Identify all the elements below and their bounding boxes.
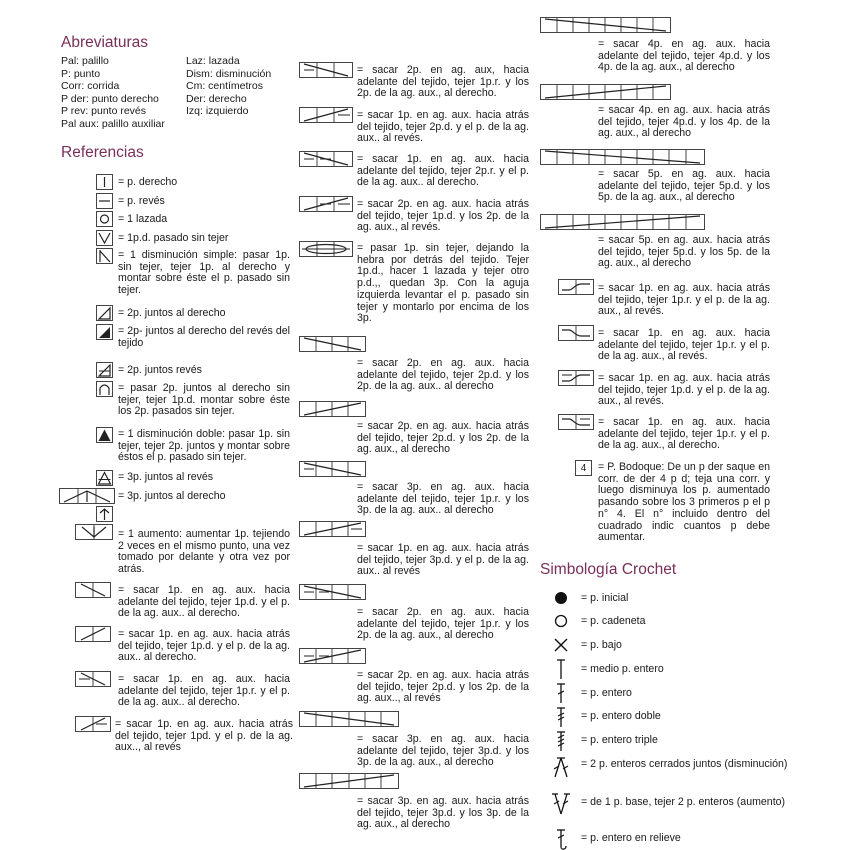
ref-text: = 1 disminución doble: pasar 1p. sin tejer, tejer 2p. juntos y montar sobre éstos el p. pasado sin tejer. [118, 428, 290, 464]
ref-text: = sacar 4p. en ag. aux. hacia atrás del tejido, tejer 4p.d. y los 4p. de la ag. aux., al derecho [598, 104, 770, 140]
yarn-over-symbol [96, 211, 113, 227]
cable-symbol [75, 671, 111, 687]
abbreviations-title: Abreviaturas [61, 34, 149, 51]
dc2tog-icon [550, 755, 572, 779]
cable-symbol [540, 17, 671, 33]
cable-symbol [540, 84, 671, 100]
abbrev-item: Dism: disminución [186, 67, 272, 80]
ref-text: = sacar 1p. en ag. aux. hacia atrás del tejido, tejer 1p.d. y el p. de la ag. aux.. al derecho. [118, 628, 290, 664]
increase-symbol [75, 524, 113, 540]
purl-stitch-symbol [96, 193, 113, 209]
ref-text: = sacar 1p. en ag. aux. hacia atrás del tejido, tejer 2p.d. y el p. de la ag. aux.. al revés. [357, 109, 529, 145]
ref-text: = sacar 4p. en ag. aux. hacia adelante del tejido, tejer 4p.d. y los 4p. de la ag. aux., al derecho [598, 38, 770, 74]
cable-symbol [299, 711, 399, 727]
ref-text: = sacar 2p. en ag. aux. hacia adelante del tejido, tejer 1p.r. y los 2p. de la ag. aux., al derecho [357, 606, 529, 642]
crochet-text: = medio p. entero [581, 663, 664, 675]
p3tog-symbol [96, 470, 113, 486]
cable-symbol [299, 336, 366, 352]
abbrev-item: Der: derecho [186, 92, 247, 105]
abbrev-item: Pal: palillo [61, 55, 109, 67]
half-double-icon [552, 658, 570, 680]
ref-text: = 1 lazada [118, 213, 168, 225]
ref-text: = sacar 3p. en ag. aux. hacia adelante del tejido, tejer 1p.r. y los 3p. de la ag. aux.. al derecho [357, 481, 529, 517]
abbrev-item: P rev: punto revés [61, 105, 147, 118]
twist-symbol [558, 414, 594, 430]
cross-icon [552, 636, 570, 654]
abbrev-item: Izq: izquierdo [186, 105, 249, 118]
slip-stitch-symbol [96, 230, 113, 246]
bobble-number-box: 4 [575, 460, 592, 476]
ref-text: = pasar 2p. juntos al derecho sin tejer, tejer 1p.d. montar sobre éste los 2p. pasados sin tejer. [118, 382, 290, 418]
ref-text: = sacar 2p. en ag. aux, hacia adelante del tejido, tejer 1p.r. y los 2p. de la ag. aux., al derecho. [357, 64, 529, 100]
abbrev-item: P der: punto derecho [61, 92, 159, 105]
crochet-title: Simbología Crochet [540, 561, 677, 578]
ref-text: = 2p. juntos revés [118, 364, 202, 376]
abbrev-item: Corr: corrida [61, 80, 120, 93]
k2tog-back-symbol [96, 324, 113, 340]
ref-text: = 1p.d. pasado sin tejer [118, 232, 229, 244]
cable-symbol [299, 461, 366, 477]
arrow-up-symbol [96, 506, 113, 522]
abbreviations-col-1 [61, 55, 165, 131]
cable-symbol [299, 584, 366, 600]
cable-symbol [75, 582, 111, 598]
ref-text: = sacar 1p. en ag. aux. hacia atrás del tejido, tejer 1p.d. y el p. de la ag. aux., al revés. [598, 372, 770, 408]
crochet-text: = p. inicial [581, 592, 629, 604]
abbrev-item: Cm: centímetros [186, 80, 264, 93]
cable-symbol [299, 648, 366, 664]
knit-stitch-symbol [96, 174, 113, 190]
ref-text: = 3p. juntos al revés [118, 471, 214, 483]
single-decrease-symbol [96, 248, 113, 264]
ref-text: = sacar 1p. en ag. aux. hacia adelante del tejido, tejer 1p.r. y el p. de la ag. aux.. al derecho. [118, 673, 290, 709]
ref-text: = sacar 2p. en ag. aux. hacia atrás del tejido, tejer 2p.d. y los 2p. de la ag. aux., al derecho [357, 420, 529, 456]
treble-crochet-icon [552, 706, 570, 728]
cable-symbol [299, 62, 353, 78]
crochet-text: = p. entero triple [581, 734, 658, 746]
ref-text: = sacar 5p. en ag. aux. hacia adelante del tejido, tejer 5p.d. y los 5p. de la ag. aux., al derecho [598, 168, 770, 204]
relief-stitch-icon [552, 828, 570, 850]
cable-symbol [75, 716, 111, 732]
ref-text: = sacar 1p. en ag. aux. hacia adelante del tejido, tejer 1p.d. y el p. de la ag. aux.. al derecho. [118, 584, 290, 620]
ref-text: = 2p- juntos al derecho del revés del tejido [118, 325, 290, 349]
abbrev-item: Pal aux: palillo auxiliar [61, 117, 165, 130]
crochet-text: = p. entero [581, 687, 632, 699]
abbrev-item: P: punto [61, 67, 101, 80]
ref-text: = pasar 1p. sin tejer, dejando la hebra por detrás del tejido. Tejer 1p.d., hacer 1 lazada y tejer otro p.d.,, quedan 3p. Con la aguja izquierda levantar el p. pasado sin tejer y montarlo por encima de los 3p. [357, 242, 529, 325]
crochet-text: = p. entero en relieve [581, 832, 681, 844]
ref-text: = 1 disminución simple: pasar 1p. sin tejer, tejer 1p. al derecho y montar sobre éste el p. pasado sin tejer. [118, 249, 290, 297]
cable-symbol [299, 773, 399, 789]
ref-text: = sacar 1p. en ag. aux. hacia atrás del tejido, tejer 3p.d. y el p. de la ag. aux.. al revés [357, 542, 529, 578]
ref-text: = sacar 2p. en ag. aux. hacia atrás del tejido, tejer 1p.d. y los 2p. de la ag. aux., al revés. [357, 198, 529, 234]
cable-symbol [299, 107, 353, 123]
ref-text: = sacar 1p. en ag. aux. hacia atrás del tejido, tejer 1pd. y el p. de la ag. aux.., al revés [115, 718, 293, 754]
triple-treble-icon [552, 730, 570, 752]
crochet-text: = p. cadeneta [581, 615, 646, 627]
k2tog-symbol [96, 305, 113, 321]
ref-text: = sacar 2p. en ag. aux. hacia adelante del tejido, tejer 2p.d. y los 2p. de la ag. aux.. al derecho [357, 357, 529, 393]
cable-symbol [299, 196, 353, 212]
ref-text: = sacar 2p. en ag. aux. hacia atrás del tejido, tejer 2p.d. y los 2p. de la ag. aux.., al revés [357, 669, 529, 705]
cable-symbol [299, 151, 353, 167]
cable-symbol [75, 626, 111, 642]
circle-icon [552, 612, 570, 630]
bobble-symbol [299, 241, 353, 257]
twist-symbol [558, 370, 594, 386]
cable-symbol [540, 149, 705, 165]
ref-text: = 3p. juntos al derecho [118, 490, 226, 502]
cable-symbol [299, 521, 366, 537]
pass-over-symbol [96, 381, 113, 397]
ref-text: = 1 aumento: aumentar 1p. tejiendo 2 veces en el mismo punto, una vez tomado por delante y otra vez por atrás. [118, 528, 290, 576]
ref-text: = P. Bodoque: De un p der saque en corr. de der 4 p d; teja una corr. y luego disminuya los p. aumentado pasando sobre los 3 primeros p el p n° 4. El n° incluido dentro del cuadrado indic cuantos p debe aumentar. [598, 461, 770, 544]
twist-symbol [558, 279, 594, 295]
crochet-text: = de 1 p. base, tejer 2 p. enteros (aumento) [581, 796, 786, 808]
crochet-text: = p. bajo [581, 639, 622, 651]
ref-text: = sacar 3p. en ag. aux. hacia adelante del tejido, tejer 3p.d. y los 3p. de la ag. aux., al derecho [357, 733, 529, 769]
twist-symbol [558, 325, 594, 341]
abbreviations-col-2 [186, 55, 271, 118]
abbrev-item: Laz: lazada [186, 55, 240, 67]
ref-text: = 2p. juntos al derecho [118, 307, 226, 319]
ref-text: = p. derecho [118, 176, 178, 188]
k3tog-symbol [59, 488, 115, 504]
ref-text: = sacar 5p. en ag. aux. hacia atrás del tejido, tejer 5p.d. y los 5p. de la ag. aux., al derecho [598, 234, 770, 270]
ref-text: = sacar 1p. en ag. aux. hacia atrás del tejido, tejer 1p.r. y el p. de la ag. aux., al revés. [598, 282, 770, 318]
cable-symbol [299, 401, 366, 417]
ref-text: = sacar 3p. en ag. aux. hacia atrás del tejido, tejer 3p.d. y los 3p. de la ag. aux., al derecho [357, 795, 529, 831]
dc-increase-icon [550, 792, 572, 816]
ref-text: = sacar 1p. en ag. aux. hacia adelante del tejido, tejer 1p.r. y el p. de la ag. aux., al derecho. [598, 416, 770, 452]
double-crochet-icon [552, 682, 570, 704]
ref-text: = sacar 1p. en ag. aux. hacia adelante del tejido, tejer 1p.r. y el p. de la ag. aux., al revés. [598, 327, 770, 363]
double-decrease-symbol [96, 427, 113, 443]
crochet-text: = 2 p. enteros cerrados juntos (disminución) [581, 758, 788, 770]
ref-text: = p. revés [118, 195, 165, 207]
references-title: Referencias [61, 144, 144, 161]
filled-dot-icon [552, 589, 570, 607]
p2tog-symbol [96, 362, 113, 378]
ref-text: = sacar 1p. en ag. aux. hacia adelante del tejido, tejer 2p.r. y el p. de la ag. aux.. al derecho. [357, 153, 529, 189]
cable-symbol [540, 214, 705, 230]
crochet-text: = p. entero doble [581, 710, 661, 722]
